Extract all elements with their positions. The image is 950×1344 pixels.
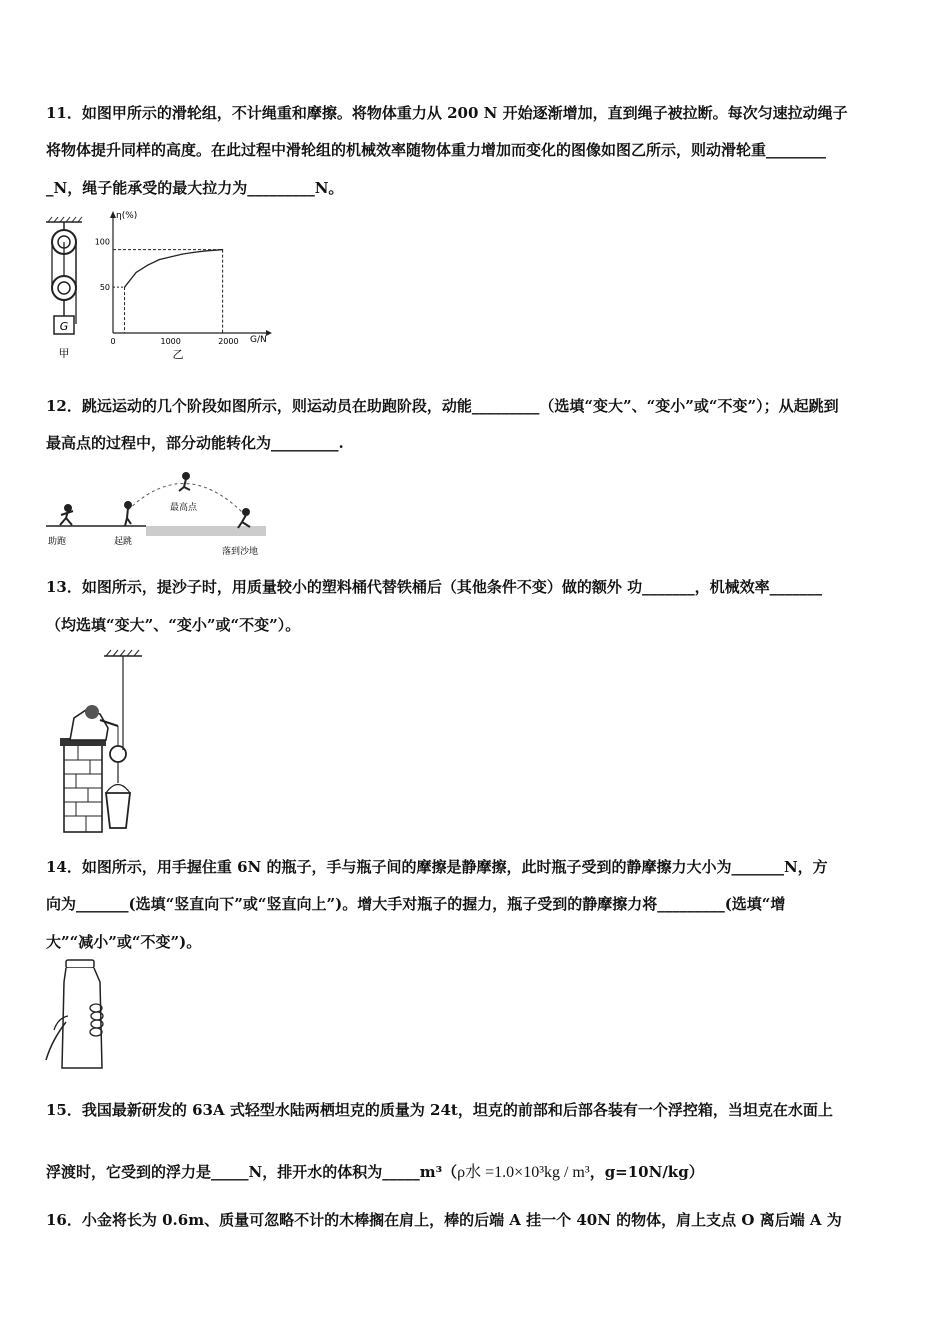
q11-line-3: _N，绳子能承受的最大拉力为_________N。 xyxy=(46,179,344,197)
y-tick-label: 50 xyxy=(99,283,110,293)
label-takeoff: 起跳 xyxy=(114,537,133,547)
weight-block-label: G xyxy=(59,320,69,333)
q12-line-1: 12．跳远运动的几个阶段如图所示，则运动员在助跑阶段，动能_________（选填“变大”、“变小”或“不变”）；从起跳到 xyxy=(46,397,839,415)
data-point xyxy=(216,249,217,250)
q15-line-2 xyxy=(46,1162,704,1183)
data-point xyxy=(193,252,194,253)
q11-line-1: 11．如图甲所示的滑轮组，不计绳重和摩擦。将物体重力从 200 N 开始逐渐增加，直到绳子被拉断。每次匀速拉动绳子 xyxy=(46,104,848,122)
x-tick-label: 2000 xyxy=(218,337,239,346)
label-top: 最高点 xyxy=(170,503,198,513)
label-land: 落到沙地 xyxy=(222,547,259,557)
data-point xyxy=(159,259,160,260)
data-point xyxy=(222,249,223,250)
pulley-system-figure xyxy=(44,216,94,362)
q11-line-2: 将物体提升同样的高度。在此过程中滑轮组的机械效率随物体重力增加而变化的图像如图乙所示，则动滑轮重________ xyxy=(46,141,827,159)
y-tick-label: 100 xyxy=(94,237,110,247)
q14-line-1: 14．如图所示，用手握住重 6N 的瓶子，手与瓶子间的摩擦是静摩擦，此时瓶子受到的静摩擦力大小为_______N，方 xyxy=(46,858,828,876)
figure-jia-label: 甲 xyxy=(58,347,70,360)
data-point xyxy=(182,254,183,255)
sand-bucket-figure xyxy=(56,648,156,836)
q15-line-1: 15．我国最新研发的 63A 式轻型水陆两栖坦克的质量为 24t，坦克的前部和后部各装有一个浮控箱，当坦克在水面上 xyxy=(46,1101,833,1119)
q15-line-2b: ，g=10N/kg） xyxy=(589,1163,704,1181)
figure-yi-label: 乙 xyxy=(172,348,184,361)
label-run: 助跑 xyxy=(48,537,67,547)
q12-line-2: 最高点的过程中，部分动能转化为_________. xyxy=(46,434,344,452)
data-point xyxy=(170,256,171,257)
q14-line-2: 向为_______(选填“竖直向下”或“竖直向上”)。增大手对瓶子的握力，瓶子受到的静摩擦力将_________(选填“增 xyxy=(46,895,786,913)
data-point xyxy=(205,250,206,251)
x-tick-label: 0 xyxy=(110,337,116,346)
x-tick-label: 1000 xyxy=(160,337,181,346)
data-point xyxy=(147,265,148,266)
q16-line-1: 16．小金将长为 0.6m、质量可忽略不计的木棒搁在肩上，棒的后端 A 挂一个 40N 的物体，肩上支点 O 离后端 A 为 xyxy=(46,1211,842,1229)
q13-line-2: （均选填“变大”、“变小”或“不变”）。 xyxy=(46,616,301,634)
long-jump-figure xyxy=(46,470,271,558)
q13-line-1: 13．如图所示，提沙子时，用质量较小的塑料桶代替铁桶后（其他条件不变）做的额外 功_______，机械效率_______ xyxy=(46,578,823,596)
efficiency-chart xyxy=(96,208,286,363)
water-density-formula: ρ水 =1.0×10³kg / m³ xyxy=(457,1164,590,1181)
x-axis-label: G/N xyxy=(250,335,267,345)
data-point xyxy=(135,272,136,273)
q15-line-2a: 浮渡时，它受到的浮力是_____N，排开水的体积为_____m³（ xyxy=(46,1163,458,1181)
y-axis-label: η(%) xyxy=(116,211,138,221)
q14-line-3: 大”“减小”或“不变”)。 xyxy=(46,933,202,951)
data-point xyxy=(124,287,125,288)
efficiency-curve xyxy=(125,250,223,288)
bottle-in-hand-figure xyxy=(42,958,118,1074)
